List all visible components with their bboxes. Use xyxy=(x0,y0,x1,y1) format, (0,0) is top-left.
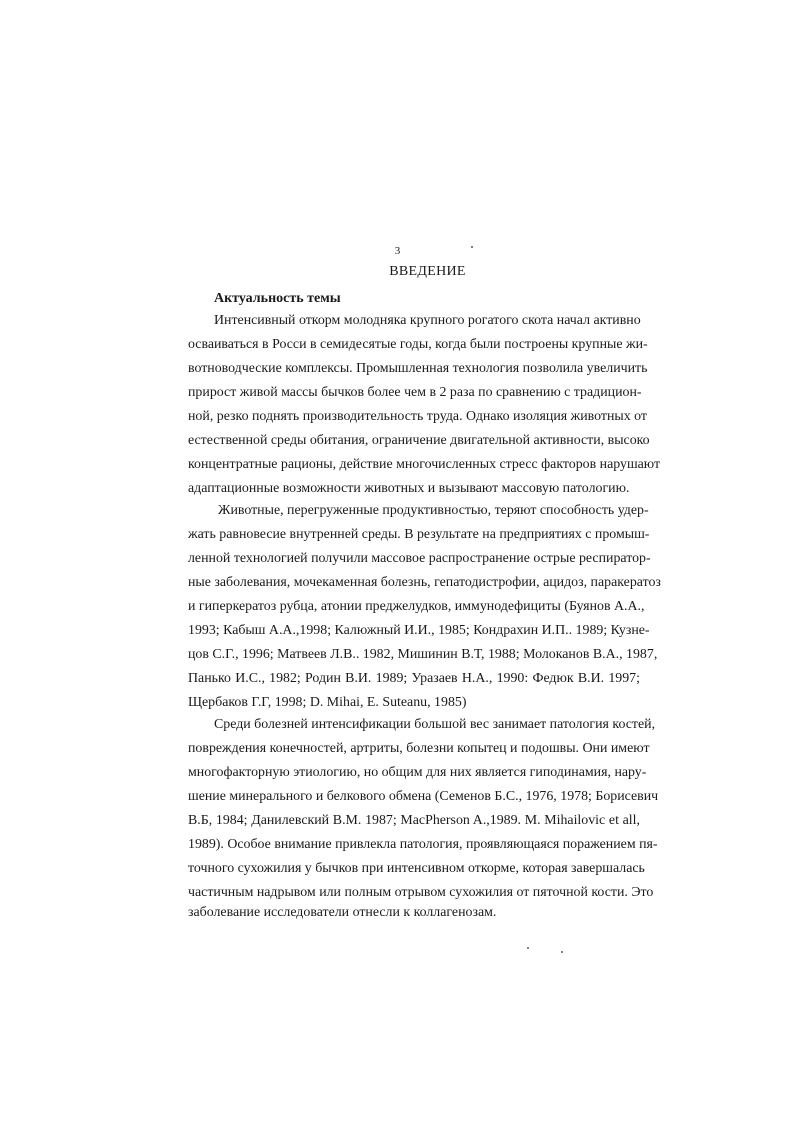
paragraph-1-line-6: естественной среды обитания, ограничение двигательной активности, высоко xyxy=(188,433,650,448)
section-title: Актуальность темы xyxy=(214,291,341,306)
paragraph-3-line-5: В.Б, 1984; Данилевский В.М. 1987; MacPherson A.,1989. M. Mihailovic et all, xyxy=(188,813,640,828)
paragraph-1-line-1: Интенсивный откорм молодняка крупного рогатого скота начал активно xyxy=(214,313,641,328)
paragraph-3-line-1: Среди болезней интенсификации большой вес занимает патология костей, xyxy=(214,717,656,732)
paragraph-2-line-6: 1993; Кабыш А.А.,1998; Калюжный И.И., 1985; Кондрахин И.П.. 1989; Кузне- xyxy=(188,623,650,638)
paragraph-3-line-3: многофакторную этиологию, но общим для них является гиподинамия, нару- xyxy=(188,765,647,780)
paragraph-1-line-5: ной, резко поднять производительность труда. Однако изоляция животных от xyxy=(188,409,647,424)
scan-speck xyxy=(561,951,563,953)
scan-speck xyxy=(527,947,529,949)
paragraph-1-line-2: осваиваться в Росси в семидесятые годы, когда были построены крупные жи- xyxy=(188,337,648,352)
page-number: 3 xyxy=(394,245,401,257)
paragraph-2-line-7: цов С.Г., 1996; Матвеев Л.В.. 1982, Мишинин В.Т, 1988; Молоканов В.А., 1987, xyxy=(188,647,658,662)
scan-speck xyxy=(471,246,473,248)
paragraph-3-line-2: повреждения конечностей, артриты, болезни копытец и подошвы. Они имеют xyxy=(188,741,650,756)
paragraph-2-line-1: Животные, перегруженные продуктивностью, теряют способность удер- xyxy=(218,503,649,518)
paragraph-3-line-4: шение минерального и белкового обмена (Семенов Б.С., 1976, 1978; Борисевич xyxy=(188,789,659,804)
paragraph-3-line-7: точного сухожилия у бычков при интенсивном откорме, которая завершалась xyxy=(188,861,645,876)
paragraph-1-line-8: адаптационные возможности животных и вызывают массовую патологию. xyxy=(188,481,630,496)
paragraph-1-line-7: концентратные рационы, действие многочисленных стресс факторов нарушают xyxy=(188,457,661,472)
paragraph-3-line-9: заболевание исследователи отнесли к коллагенозам. xyxy=(188,905,497,920)
paragraph-2-line-4: ные заболевания, мочекаменная болезнь, гепатодистрофии, ацидоз, паракератоз xyxy=(188,575,661,590)
paragraph-2-line-5: и гиперкератоз рубца, атонии преджелудков, иммунодефициты (Буянов А.А., xyxy=(188,599,645,614)
paragraph-2-line-3: ленной технологией получили массовое распространение острые респиратор- xyxy=(188,551,651,566)
page-title: ВВЕДЕНИЕ xyxy=(389,264,466,279)
paragraph-2-line-2: жать равновесие внутренней среды. В результате на предприятиях с промыш- xyxy=(188,527,650,542)
paragraph-1-line-4: прирост живой массы бычков более чем в 2 раза по сравнению с традицион- xyxy=(188,385,642,400)
paragraph-3-line-6: 1989). Особое внимание привлекла патология, проявляющаяся поражением пя- xyxy=(188,837,658,852)
paragraph-3-line-8: частичным надрывом или полным отрывом сухожилия от пяточной кости. Это xyxy=(188,885,654,900)
paragraph-2-line-8: Панько И.С., 1982; Родин В.И. 1989; Уразаев Н.А., 1990: Федюк В.И. 1997; xyxy=(188,671,640,686)
paragraph-2-line-9: Щербаков Г.Г, 1998; D. Mihai, E. Suteanu, 1985) xyxy=(188,695,467,710)
paragraph-1-line-3: вотноводческие комплексы. Промышленная технология позволила увеличить xyxy=(188,361,648,376)
